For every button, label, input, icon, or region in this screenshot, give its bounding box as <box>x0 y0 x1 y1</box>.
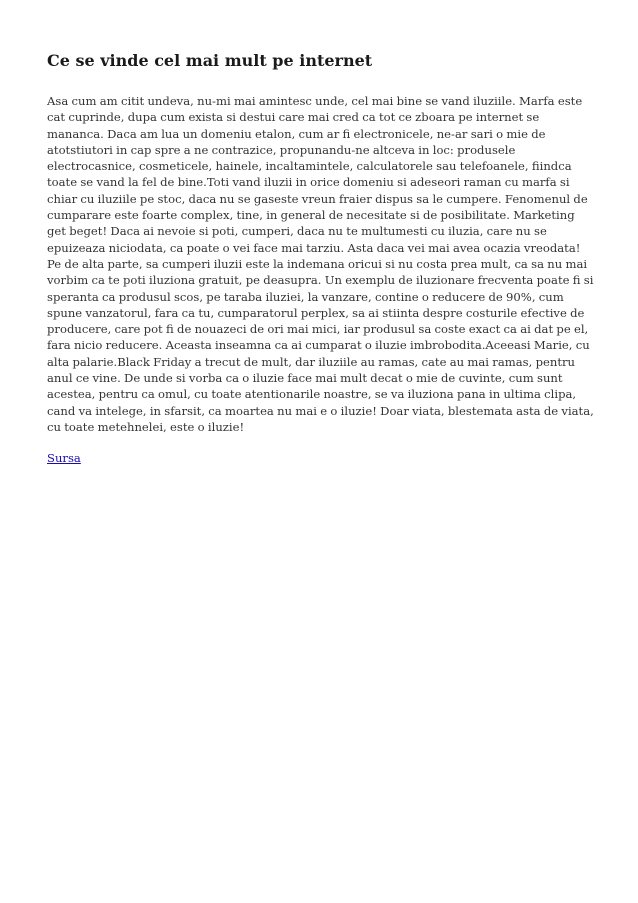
article-body: Asa cum am citit undeva, nu-mi mai amintesc unde, cel mai bine se vand iluziile. Marfa este cat cuprinde, dupa cum exista si destui care mai cred ca tot ce zboara pe internet se mananca. Daca am lua un domeniu etalon, cum ar fi electronicele, ne-ar sari o mie de atotstiutori in cap spre a ne contrazice, propunandu-ne altceva in loc: produsele electrocasnice, cosmeticele, hainele, incaltamintele, calculatorele sau telefoanele, fiindca toate se vand la fel de bine.Toti vand iluzii in orice domeniu si adeseori raman cu marfa si chiar cu iluziile pe stoc, daca nu se gaseste vreun fraier dispus sa le cumpere. Fenomenul de cumparare este foarte complex, tine, in general de necesitate si de posibilitate. Marketing get beget! Daca ai nevoie si poti, cumperi, daca nu te multumesti cu iluzia, care nu se epuizeaza niciodata, ca poate o vei face mai tarziu. Asta daca vei mai avea ocazia vreodata! Pe de alta parte, sa cumperi iluzii este la indemana oricui si nu costa prea mult, ca sa nu mai vorbim ca te poti iluziona gratuit, pe deasupra. Un exemplu de iluzionare frecventa poate fi si speranta ca produsul scos, pe taraba iluziei, la vanzare, contine o reducere de 90%, cum spune vanzatorul, fara ca tu, cumparatorul perplex, sa ai stiinta despre costurile efective de producere, care pot fi de nouazeci de ori mai mici, iar produsul sa coste exact ca ai dat pe el, fara nicio reducere. Aceasta inseamna ca ai cumparat o iluzie imbrobodita.Aceeasi Marie, cu alta palarie.Black Friday a trecut de mult, dar iluziile au ramas, cate au mai ramas, pentru anul ce vine. De unde si vorba ca o iluzie face mai mult decat o mie de cuvinte, cum sunt acestea, pentru ca omul, cu toate atentionarile noastre, se va iluziona pana in ultima clipa, cand va intelege, in sfarsit, ca moartea nu mai e o iluzie! Doar viata, blestemata asta de viata, cu toate metehnelei, este o iluzie! <box>47 94 594 434</box>
source-link[interactable]: Sursa <box>47 451 81 466</box>
document-page <box>47 50 595 466</box>
article-title: Ce se vinde cel mai mult pe internet <box>47 51 373 70</box>
